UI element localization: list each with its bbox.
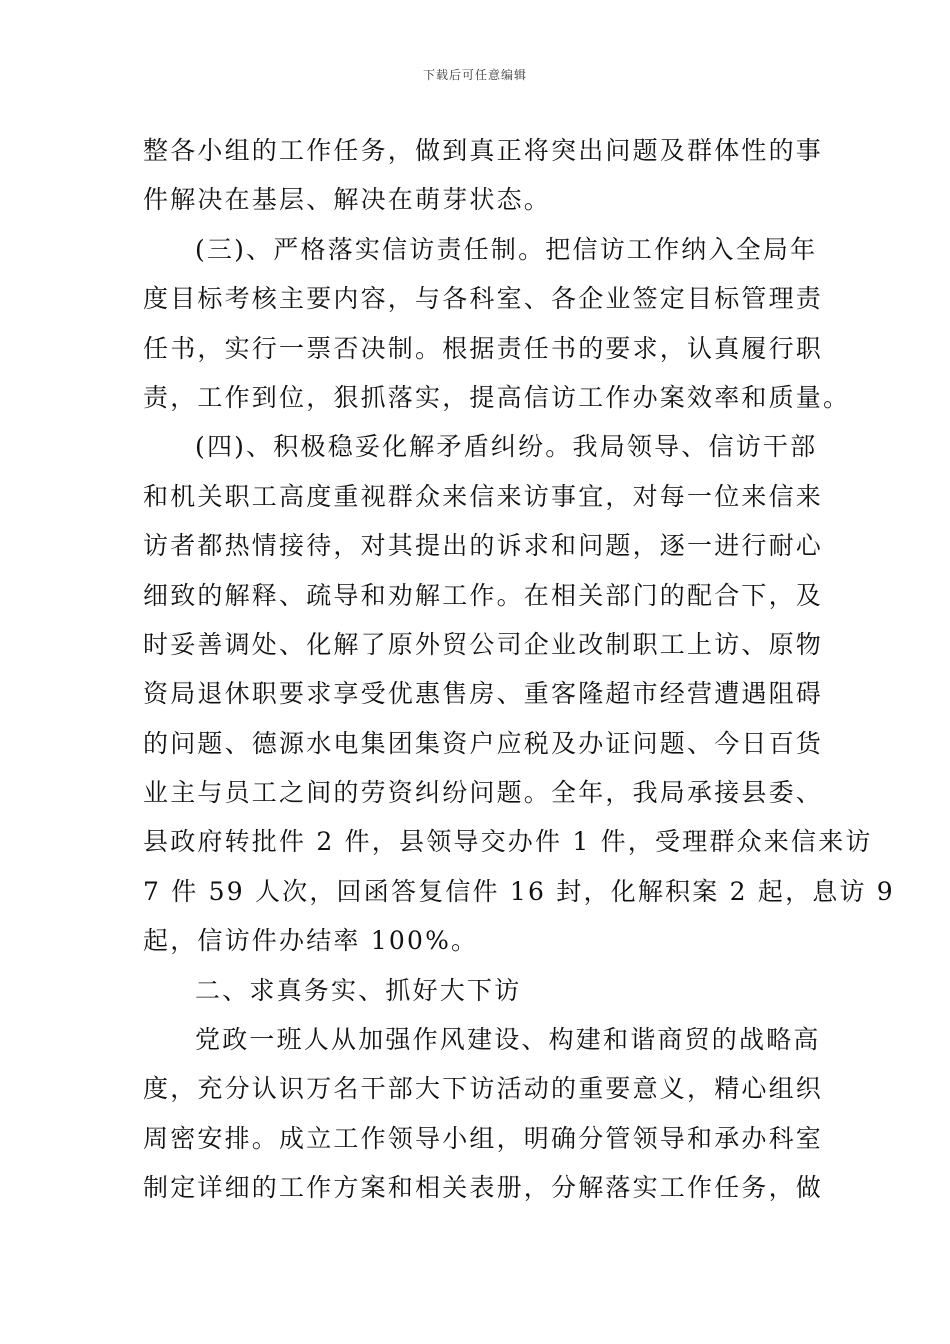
text-line: 和机关职工高度重视群众来信来访事宜，对每一位来信来 [143, 481, 824, 511]
text-line: 制定详细的工作方案和相关表册，分解落实工作任务，做 [143, 1173, 824, 1203]
text-line: 细致的解释、疏导和劝解工作。在相关部门的配合下，及 [143, 580, 824, 610]
text-line: 业主与员工之间的劳资纠纷问题。全年，我局承接县委、 [143, 778, 824, 808]
text-line: 起，信访件办结率 100%。 [143, 926, 479, 956]
text-line: 件解决在基层、解决在萌芽状态。 [143, 185, 552, 215]
paragraph-start-line: 党政一班人从加强作风建设、构建和谐商贸的战略高 [195, 1025, 821, 1055]
text-line: 周密安排。成立工作领导小组，明确分管领导和承办科室 [143, 1123, 824, 1153]
text-line: 度，充分认识万名干部大下访活动的重要意义，精心组织 [143, 1074, 824, 1104]
section-heading-line: (三)、严格落实信访责任制。把信访工作纳入全局年 [195, 234, 818, 264]
text-line: 责，工作到位，狠抓落实，提高信访工作办案效率和质量。 [143, 382, 851, 412]
section-heading: 二、求真务实、抓好大下访 [195, 975, 522, 1005]
text-line: 的问题、德源水电集团集资户应税及办证问题、今日百货 [143, 728, 824, 758]
text-line: 时妥善调处、化解了原外贸公司企业改制职工上访、原物 [143, 629, 824, 659]
text-line: 访者都热情接待，对其提出的诉求和问题，逐一进行耐心 [143, 531, 824, 561]
page-header: 下载后可任意编辑 [422, 68, 527, 82]
text-line: 整各小组的工作任务，做到真正将突出问题及群体性的事 [143, 136, 824, 165]
section-heading-line: (四)、积极稳妥化解矛盾纠纷。我局领导、信访干部 [195, 432, 818, 462]
text-line: 资局退休职要求享受优惠售房、重客隆超市经营遭遇阻碍 [143, 679, 824, 709]
text-line: 任书，实行一票否决制。根据责任书的要求，认真履行职 [143, 333, 824, 363]
document-body [143, 126, 895, 1213]
text-line: 7 件 59 人次，回函答复信件 16 封，化解积案 2 起，息访 9 [143, 876, 895, 906]
text-line: 县政府转批件 2 件，县领导交办件 1 件，受理群众来信来访 [143, 827, 873, 857]
text-line: 度目标考核主要内容，与各科室、各企业签定目标管理责 [143, 284, 824, 314]
